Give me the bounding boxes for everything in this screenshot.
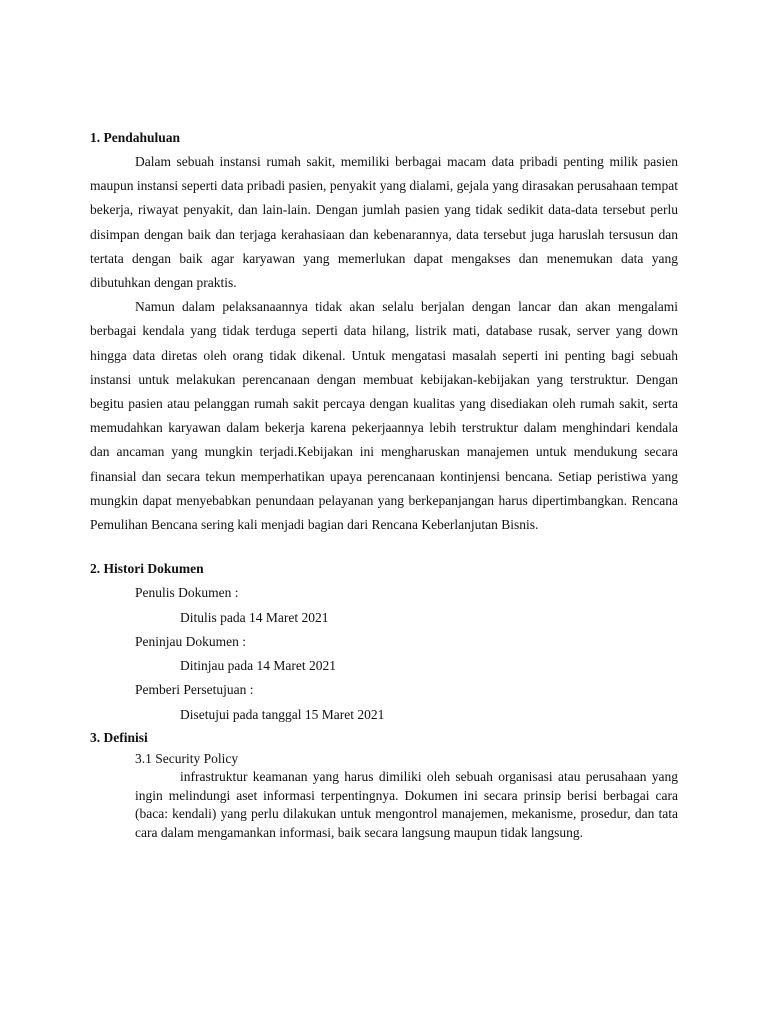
history-label-pemberi-persetujuan: Pemberi Persetujuan : [135, 682, 254, 698]
history-list [90, 581, 678, 727]
paragraph-pendahuluan-1: Dalam sebuah instansi rumah sakit, memiliki berbagai macam data pribadi penting milik pasien maupun instansi seperti data pribadi pasien, penyakit yang dialami, gejala yang dirasakan perusahaan tempat bekerja, riwayat penyakit, dan lain-lain. Dengan jumlah pasien yang tidak sedikit data-data tersebut perlu disimpan dengan baik dan terjaga kerahasiaan dan kebenarannya, data tersebut juga haruslah tersusun dan tertata dengan baik agar karyawan yang memerlukan dapat mengakses dan menemukan data yang dibutuhkan dengan praktis. [90, 154, 678, 291]
section-title-histori-dokumen: 2. Histori Dokumen [90, 561, 204, 577]
history-value-penulis: Ditulis pada 14 Maret 2021 [180, 609, 329, 625]
section-title-definisi: 3. Definisi [90, 730, 148, 746]
document-content [90, 126, 678, 842]
history-value-peninjau: Ditinjau pada 14 Maret 2021 [180, 658, 336, 674]
section-title-pendahuluan: 1. Pendahuluan [90, 130, 181, 145]
history-value-pemberi-persetujuan: Disetujui pada tanggal 15 Maret 2021 [180, 706, 385, 722]
history-label-penulis: Penulis Dokumen : [135, 585, 239, 601]
history-label-peninjau: Peninjau Dokumen : [135, 633, 246, 649]
paragraph-pendahuluan-2: Namun dalam pelaksanaannya tidak akan selalu berjalan dengan lancar dan akan mengalami berbagai kendala yang tidak terduga seperti data hilang, listrik mati, database rusak, server yang down hingga data diretas oleh orang tidak dikenal. Untuk mengatasi masalah seperti ini penting bagi sebuah instansi untuk melakukan perencanaan dengan membuat kebijakan-kebijakan yang terstruktur. Dengan begitu pasien atau pelanggan rumah sakit percaya dengan kualitas yang disediakan oleh rumah sakit, serta memudahkan karyawan dalam bekerja karena pekerjaannya lebih terstruktur dalam menghindari kendala dan ancaman yang mungkin terjadi.Kebijakan ini mengharuskan manajemen untuk mendukung secara finansial dan secara tekun memperhatikan upaya perencanaan kontinjensi bencana. Setiap peristiwa yang mungkin dapat menyebabkan penundaan pelayanan yang berkepanjangan harus dipertimbangkan. Rencana Pemulihan Bencana sering kali menjadi bagian dari Rencana Keberlanjutan Bisnis. [90, 299, 678, 533]
subsection-title-security-policy: 3.1 Security Policy [135, 751, 239, 767]
definition-text-security-policy: infrastruktur keamanan yang harus dimiliki oleh sebuah organisasi atau perusahaan yang ingin melindungi aset informasi terpentingnya. Dokumen ini secara prinsip berisi berbagai cara (baca: kendali) yang perlu dilakukan untuk mengontrol manajemen, mekanisme, prosedur, dan tata cara dalam mengamankan informasi, baik secara langsung maupun tidak langsung. [135, 769, 678, 840]
